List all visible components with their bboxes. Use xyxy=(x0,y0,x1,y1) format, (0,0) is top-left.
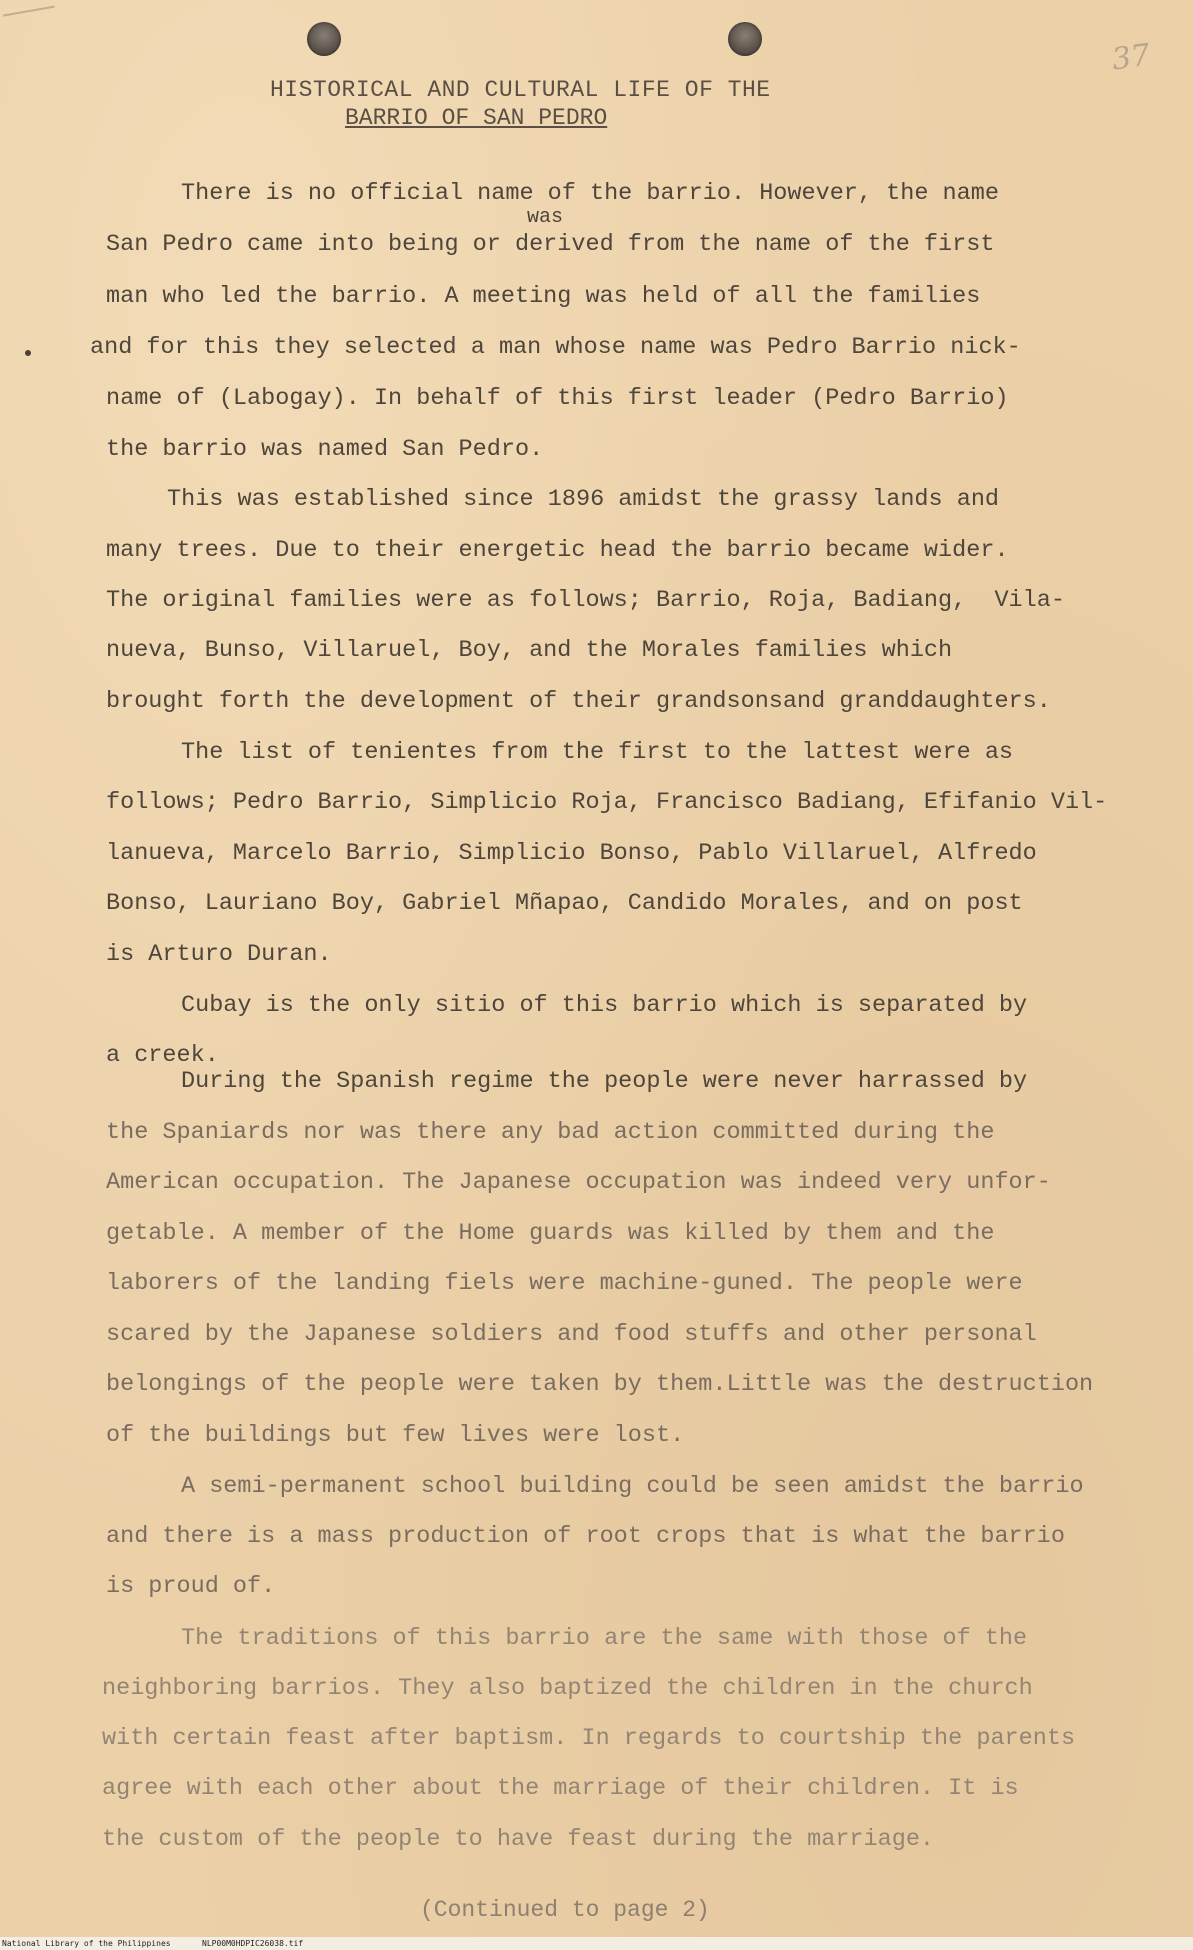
text-line: a creek. xyxy=(106,1042,219,1069)
text-line: The list of tenientes from the first to the lattest were as xyxy=(181,739,1014,766)
footer-library-label: National Library of the Philippines xyxy=(2,1939,171,1948)
text-line: and there is a mass production of root crops that is what the barrio xyxy=(106,1523,1065,1550)
punch-hole-right xyxy=(728,22,762,56)
corner-mark xyxy=(3,6,57,31)
interlinear-insert: was xyxy=(527,206,564,229)
continued-note: (Continued to page 2) xyxy=(420,1897,710,1923)
text-line: American occupation. The Japanese occupation was indeed very unfor- xyxy=(106,1169,1051,1196)
text-line: belongings of the people were taken by them.Little was the destruction xyxy=(106,1371,1094,1398)
text-line: of the buildings but few lives were lost. xyxy=(106,1422,685,1449)
text-line: is proud of. xyxy=(106,1573,276,1600)
text-line: neighboring barrios. They also baptized the children in the church xyxy=(102,1675,1033,1702)
text-line: San Pedro came into being or derived from the name of the first xyxy=(106,231,995,258)
punch-hole-left xyxy=(307,22,341,56)
text-line: with certain feast after baptism. In regards to courtship the parents xyxy=(102,1725,1076,1752)
text-line: The traditions of this barrio are the same with those of the xyxy=(181,1625,1028,1652)
text-line: scared by the Japanese soldiers and food stuffs and other personal xyxy=(106,1321,1037,1348)
text-line: nueva, Bunso, Villaruel, Boy, and the Morales families which xyxy=(106,637,953,664)
text-line: is Arturo Duran. xyxy=(106,941,332,968)
text-line: During the Spanish regime the people were never harrassed by xyxy=(181,1068,1028,1095)
handwritten-page-number: 37 xyxy=(1109,37,1153,78)
document-subtitle: BARRIO OF SAN PEDRO xyxy=(345,105,608,131)
footer-filename: NLP00M0HDPIC26038.tif xyxy=(202,1939,304,1948)
text-line: and for this they selected a man whose name was Pedro Barrio nick- xyxy=(90,334,1021,361)
text-line: The original families were as follows; Barrio, Roja, Badiang, Vila- xyxy=(106,587,1065,614)
text-line: This was established since 1896 amidst the grassy lands and xyxy=(167,486,1000,513)
text-line: brought forth the development of their grandsonsand granddaughters. xyxy=(106,688,1051,715)
document-title: HISTORICAL AND CULTURAL LIFE OF THE xyxy=(270,77,771,103)
text-line: the custom of the people to have feast during the marriage. xyxy=(102,1826,935,1853)
text-line: many trees. Due to their energetic head the barrio became wider. xyxy=(106,537,1009,564)
text-line: follows; Pedro Barrio, Simplicio Roja, Francisco Badiang, Efifanio Vil- xyxy=(106,789,1108,816)
text-line: lanueva, Marcelo Barrio, Simplicio Bonso, Pablo Villaruel, Alfredo xyxy=(106,840,1037,867)
margin-dot xyxy=(25,350,31,356)
text-line: Bonso, Lauriano Boy, Gabriel Mñapao, Candido Morales, and on post xyxy=(106,890,1023,917)
text-line: the barrio was named San Pedro. xyxy=(106,436,544,463)
text-line: name of (Labogay). In behalf of this first leader (Pedro Barrio) xyxy=(106,385,1009,412)
text-line: getable. A member of the Home guards was killed by them and the xyxy=(106,1220,995,1247)
scan-footer-bar xyxy=(0,1937,1193,1950)
text-line: laborers of the landing fiels were machine-guned. The people were xyxy=(106,1270,1023,1297)
text-line: man who led the barrio. A meeting was held of all the families xyxy=(106,283,981,310)
text-line: There is no official name of the barrio. However, the name xyxy=(181,180,999,207)
text-line: the Spaniards nor was there any bad action committed during the xyxy=(106,1119,995,1146)
text-line: agree with each other about the marriage of their children. It is xyxy=(102,1775,1019,1802)
text-line: Cubay is the only sitio of this barrio which is separated by xyxy=(181,992,1028,1019)
text-line: A semi-permanent school building could be seen amidst the barrio xyxy=(181,1473,1084,1500)
